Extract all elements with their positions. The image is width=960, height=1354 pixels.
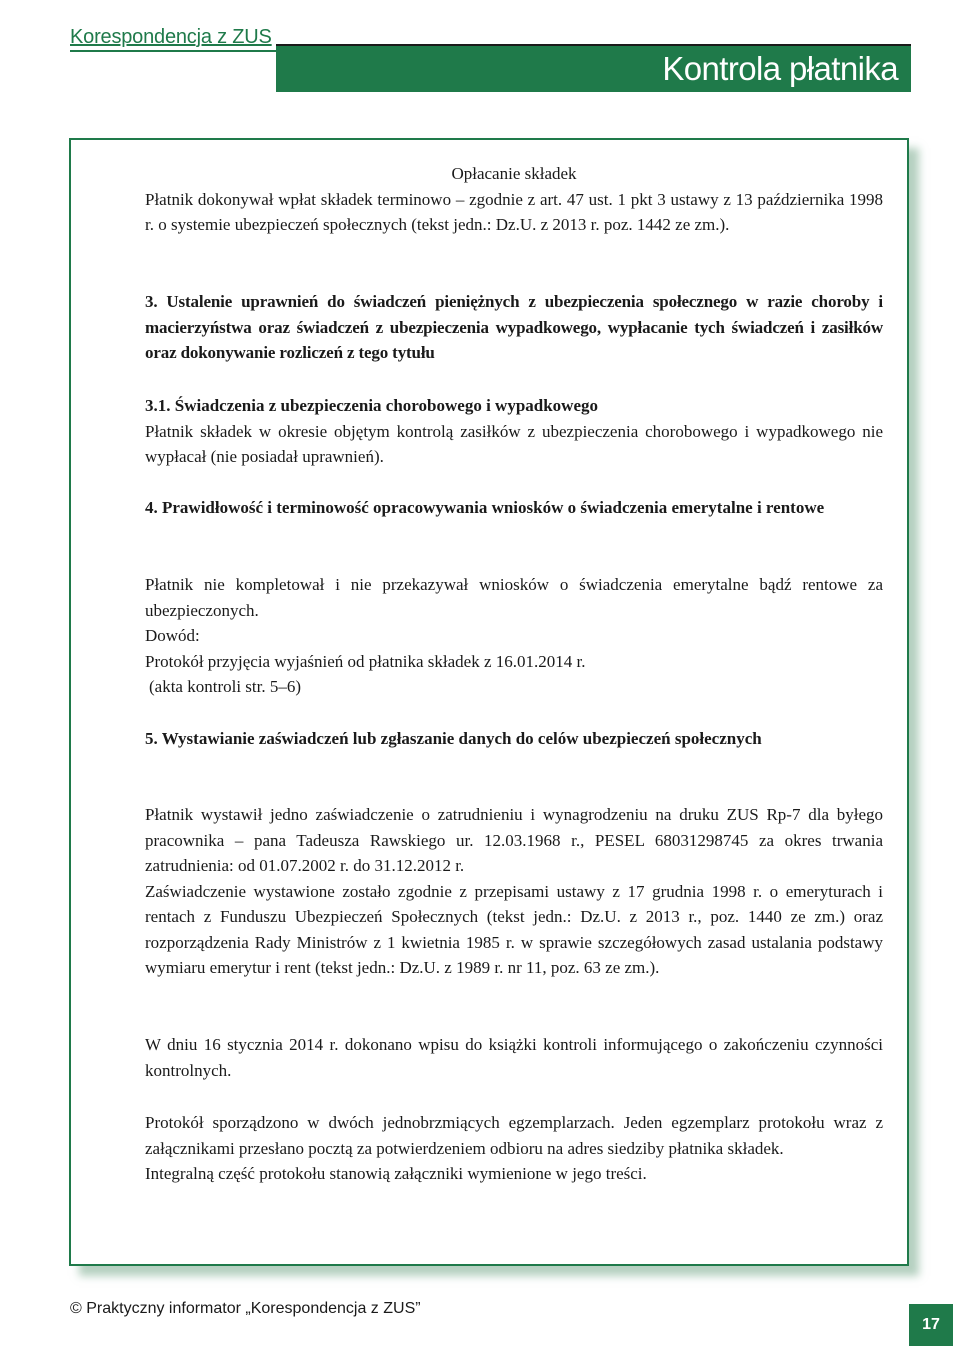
section-4-text: Płatnik nie kompletował i nie przekazywał wniosków o świadczenia emerytalne bądź rentowe za ubezpieczonych. [145, 575, 883, 620]
closing-1-block [145, 1032, 883, 1083]
series-title: Korespondencja z ZUS [70, 26, 272, 48]
section-4-body [145, 572, 883, 700]
footer-copyright: © Praktyczny informator „Korespondencja z ZUS” [70, 1300, 421, 1317]
evidence-text: Protokół przyjęcia wyjaśnień od płatnika składek z 16.01.2014 r. [145, 651, 586, 671]
section-3-heading: 3. Ustalenie uprawnień do świadczeń pieniężnych z ubezpieczenia społecznego w razie choroby i macierzyństwa oraz świadczeń z ubezpieczenia wypadkowego, wypłacanie tych świadczeń i zasiłków oraz dokonywanie rozliczeń z tego tytułu [145, 292, 883, 362]
section-3-1 [145, 393, 883, 470]
oplacanie-title: Opłacanie składek [451, 164, 577, 183]
section-oplacanie [145, 161, 883, 238]
oplacanie-text: Płatnik dokonywał wpłat składek terminowo – zgodnie z art. 47 ust. 1 pkt 3 ustawy z 13 października 1998 r. o systemie ubezpieczeń społecznych (tekst jedn.: Dz.U. z 2013 r. poz. 1442 ze zm.). [145, 189, 883, 234]
section-4-heading: 4. Prawidłowość i terminowość opracowywania wniosków o świadczenia emerytalne i rentowe [145, 498, 825, 517]
section-3-1-text: Płatnik składek w okresie objętym kontrolą zasiłków z ubezpieczenia chorobowego i wypadkowego nie wypłacał (nie posiadał uprawnień). [145, 421, 883, 466]
section-5-heading: 5. Wystawianie zaświadczeń lub zgłaszanie danych do celów ubezpieczeń społecznych [145, 729, 762, 748]
evidence-label: Dowód: [145, 626, 200, 645]
header-rule [70, 50, 276, 52]
section-3-1-heading: 3.1. Świadczenia z ubezpieczenia chorobowego i wypadkowego [145, 396, 599, 415]
section-5-text-2: Zaświadczenie wystawione zostało zgodnie z przepisami ustawy z 17 grudnia 1998 r. o emeryturach i rentach z Funduszu Ubezpieczeń Społecznych (tekst jedn.: Dz.U. z 2013 r., poz. 1440 ze zm.) oraz rozporządzenia Rady Ministrów z 1 kwietnia 1985 r. w sprawie szczegółowych zasad ustalania podstawy wymiaru emerytur i rent (tekst jedn.: Dz.U. z 1989 r. nr 11, poz. 63 ze zm.). [145, 881, 883, 977]
section-title: Kontrola płatnika [662, 50, 898, 87]
closing-2-block [145, 1110, 883, 1187]
section-5 [145, 726, 883, 752]
evidence-reference: (akta kontroli str. 5–6) [149, 677, 302, 696]
closing-attachments: Integralną część protokołu stanowią załączniki wymienione w jego treści. [145, 1164, 647, 1183]
closing-entry: W dniu 16 stycznia 2014 r. dokonano wpisu do książki kontroli informującego o zakończeniu czynności kontrolnych. [145, 1035, 883, 1080]
section-4 [145, 495, 883, 521]
section-5-text-1: Płatnik wystawił jedno zaświadczenie o zatrudnieniu i wynagrodzeniu na druku ZUS Rp-7 dla byłego pracownika – pana Tadeusza Rawskiego ur. 12.03.1968 r., PESEL 68031298745 za okres trwania zatrudnienia: od 01.07.2002 r. do 31.12.2012 r. [145, 805, 883, 875]
page-number: 17 [922, 1316, 940, 1333]
section-5-body [145, 802, 883, 981]
closing-copies: Protokół sporządzono w dwóch jednobrzmiących egzemplarzach. Jeden egzemplarz protokołu wraz z załącznikami przesłano pocztą za potwierdzeniem odbioru na adres siedziby płatnika składek. [145, 1113, 883, 1158]
page-number-badge [909, 1304, 953, 1346]
section-3 [145, 289, 883, 366]
